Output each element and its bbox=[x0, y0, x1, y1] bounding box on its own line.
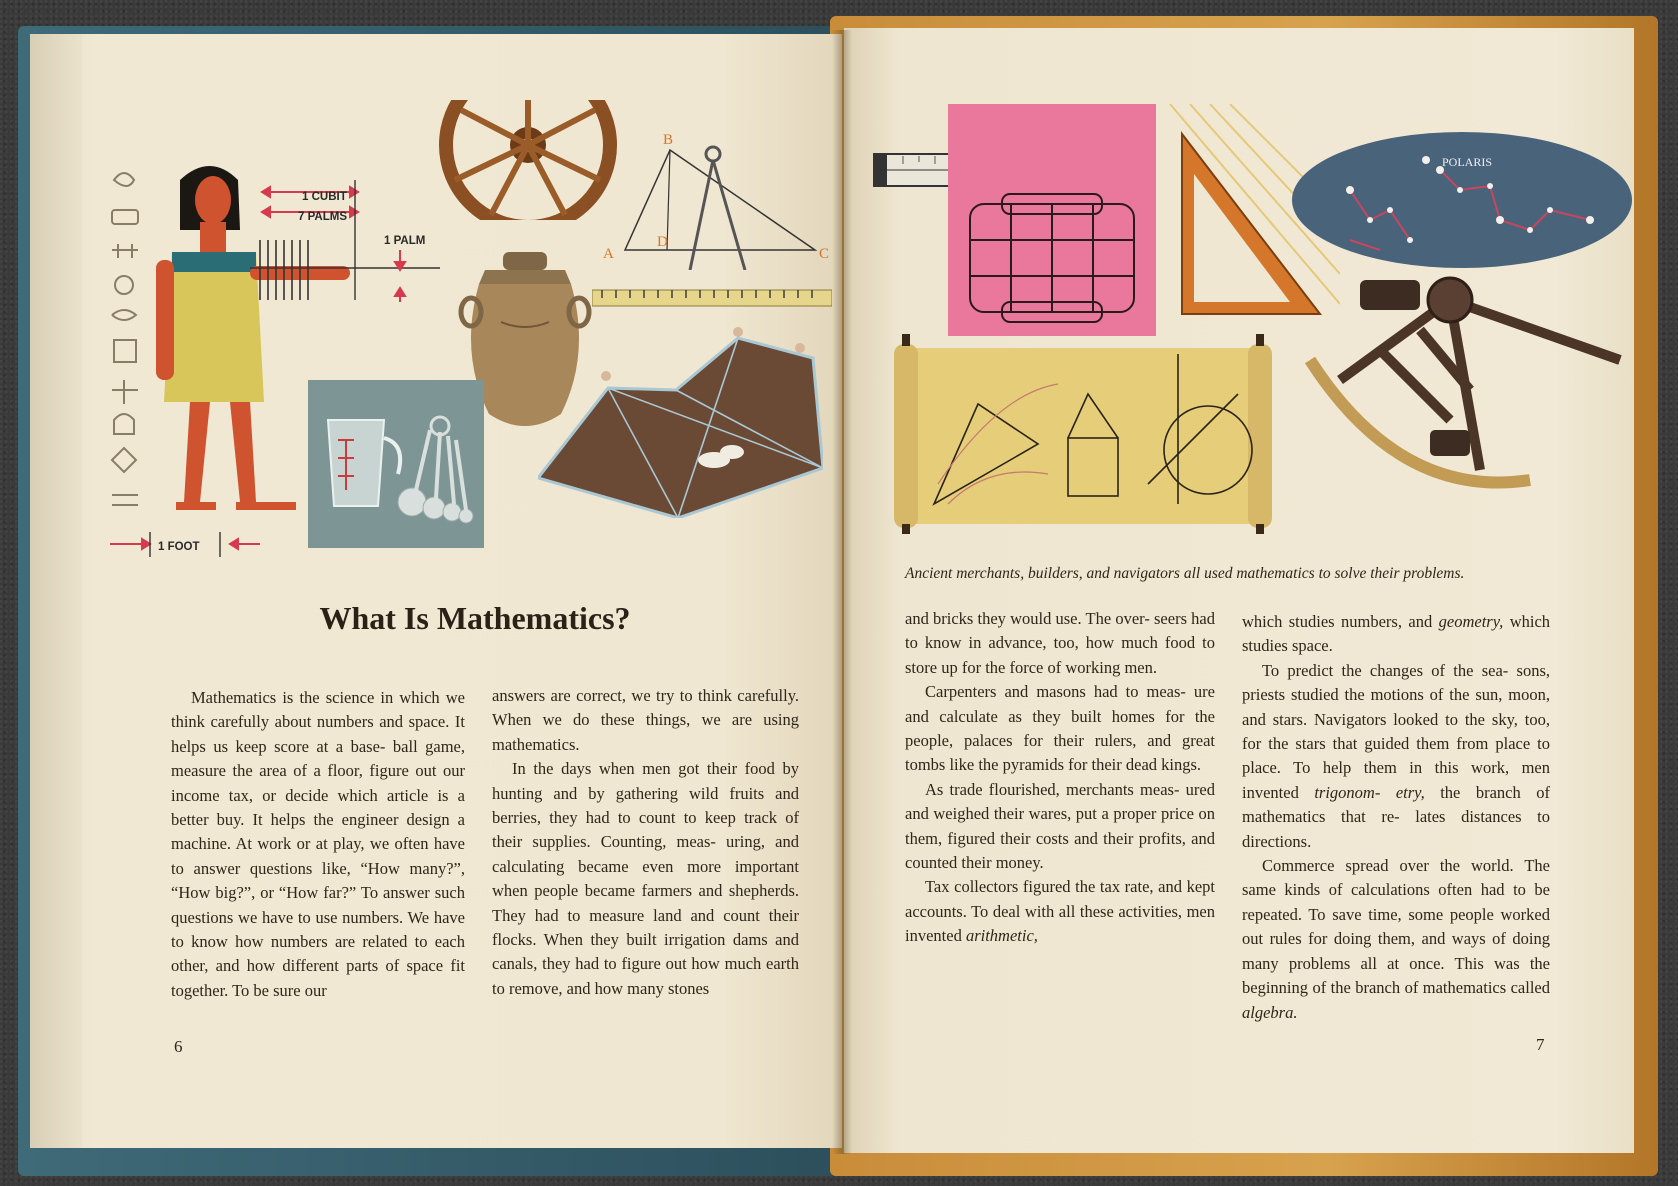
paragraph: Mathematics is the science in which we think carefully about numbers and space. It helps us keep score at a base- ball game, measure the area of a floor, figure out our income tax, or decide which article is a better buy. It helps the engineer design a machine. At work or at play, we often have to answer questions like, “How many?”, “How big?”, or “How far?” To answer such questions we have to use numbers. We have to know how numbers are related to each other, and how different parts of space fit together. To be sure our bbox=[171, 688, 465, 1000]
page-title: What Is Mathematics? bbox=[319, 600, 631, 636]
pyramid-field-illustration bbox=[538, 318, 823, 518]
paragraph-text: Commerce spread over the world. The same kinds of calculations often had to be repeated. To save time, some people worked out rules for doing them, and ways of doing many problems all at once. This was the beginning of the branch of mathematics called bbox=[1242, 856, 1550, 998]
paragraph bbox=[905, 875, 1215, 948]
term-geometry: geometry, bbox=[1438, 612, 1504, 631]
text-column-2 bbox=[492, 684, 799, 1001]
palms-label: 7 PALMS bbox=[298, 211, 347, 223]
point-d: D bbox=[657, 234, 668, 250]
figure-caption: Ancient merchants, builders, and navigators all used mathematics to solve their problems. bbox=[905, 565, 1465, 582]
term-algebra: algebra. bbox=[1242, 1002, 1298, 1022]
polaris-label: POLARIS bbox=[1442, 155, 1493, 169]
paragraph: As trade flourished, merchants meas- ured and weighed their wares, put a proper price on them, figured their costs and their profits, and counted their money. bbox=[905, 779, 1215, 873]
paragraph: and bricks they would use. The over- seers had to know in advance, too, how much food to store up for the force of working men. bbox=[905, 609, 1215, 677]
term-trigonometry: trigonom- etry, bbox=[1314, 782, 1425, 802]
magic-square-illustration bbox=[948, 104, 1156, 336]
paragraph-text: To predict the changes of the sea- sons, priests studied the motions of the sun, moon, and stars. Navigators looked to the sky, too, for the stars that guided them from place to place. To help them in this work, men invented bbox=[1242, 660, 1550, 802]
paragraph-text: which studies space. bbox=[1242, 612, 1551, 656]
sextant-illustration bbox=[1300, 270, 1640, 520]
point-c: C bbox=[819, 246, 830, 262]
paragraph: Carpenters and masons had to meas- ure and calculate as they built homes for the people, palaces for their rulers, and great tombs like the pyramids for their dead kings. bbox=[905, 682, 1215, 775]
geometry-scroll-illustration bbox=[888, 334, 1278, 534]
paragraph-text: the branch of mathematics that re- lates distances to directions. bbox=[1242, 782, 1550, 851]
paragraph-text: Tax collectors figured the tax rate, and kept accounts. To deal with all these activities, men invented bbox=[905, 877, 1215, 946]
paragraph bbox=[1242, 610, 1550, 659]
cubit-label: 1 CUBIT bbox=[302, 191, 347, 203]
ruler-illustration bbox=[592, 288, 832, 310]
text-column-1 bbox=[171, 686, 465, 1003]
left-page-edge bbox=[30, 34, 82, 1148]
palm-label: 1 PALM bbox=[384, 235, 426, 247]
point-a: A bbox=[603, 246, 614, 262]
constellation-illustration bbox=[1290, 130, 1635, 270]
text-column-3 bbox=[905, 607, 1215, 949]
paragraph bbox=[1242, 854, 1550, 1025]
foot-label: 1 FOOT bbox=[158, 541, 200, 553]
page-number-right: 7 bbox=[1536, 1035, 1545, 1054]
paragraph-text: which studies numbers, and bbox=[1242, 612, 1433, 631]
term-arithmetic: arithmetic, bbox=[965, 926, 1038, 946]
point-b: B bbox=[663, 132, 674, 148]
hieroglyphs-column bbox=[112, 173, 138, 505]
paragraph bbox=[1242, 659, 1550, 854]
text-column-4 bbox=[1242, 610, 1550, 1025]
page-number-left: 6 bbox=[174, 1037, 183, 1056]
geometry-triangle-illustration bbox=[595, 130, 845, 270]
paragraph: answers are correct, we try to think carefully. When we do these things, we are using mathematics. bbox=[492, 686, 799, 754]
paragraph: In the days when men got their food by hunting and by gathering wild fruits and berries, they had to count to keep track of their supplies. Counting, meas- uring, and calculating became even more important when people became farmers and shepherds. They had to measure land and count their flocks. When they built irrigation dams and canals, they had to figure out how much earth to remove, and how many stones bbox=[492, 759, 799, 998]
measuring-cup-illustration bbox=[308, 380, 484, 548]
